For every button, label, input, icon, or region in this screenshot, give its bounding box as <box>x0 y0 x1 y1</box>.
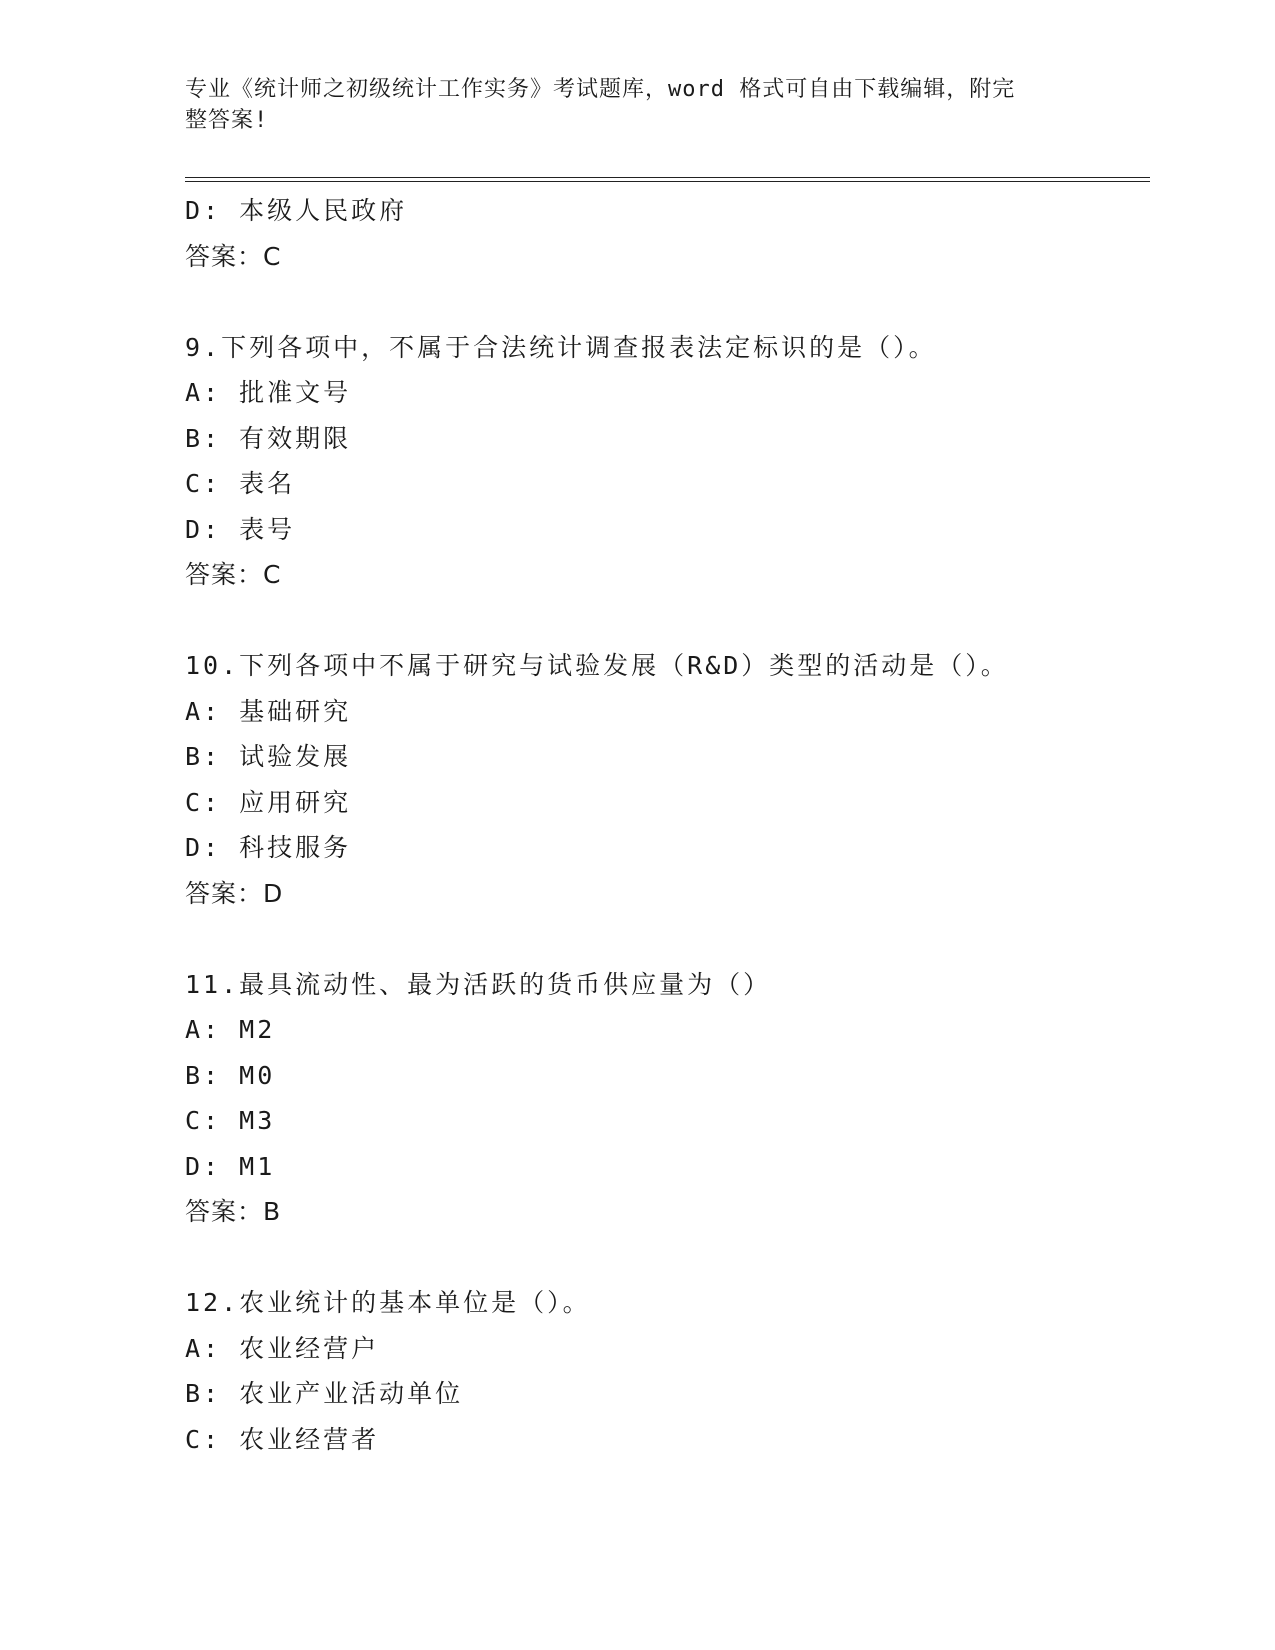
spacer <box>185 916 1145 962</box>
answer-line: 答案：C <box>185 560 282 589</box>
header-line-2: 整答案! <box>185 108 269 133</box>
spacer <box>185 279 1145 325</box>
option-b: B: 农业产业活动单位 <box>185 1379 464 1408</box>
header-line-1: 专业《统计师之初级统计工作实务》考试题库，word 格式可自由下载编辑，附完 <box>185 77 1016 102</box>
question-list <box>185 188 1145 1462</box>
option-b: B: 试验发展 <box>185 742 352 771</box>
document-header <box>185 74 1065 136</box>
question-stem: 12.农业统计的基本单位是（）。 <box>185 1288 591 1317</box>
option-c: C: 应用研究 <box>185 787 352 817</box>
question-block-10 <box>185 643 1145 916</box>
spacer <box>185 1235 1145 1281</box>
question-block-8-tail <box>185 188 1145 279</box>
option-a: A: 批准文号 <box>185 378 352 407</box>
option-d: D: 科技服务 <box>185 833 352 862</box>
answer-line: 答案：D <box>185 878 284 908</box>
answer-line: 答案：C <box>185 241 282 271</box>
option-d: D: 本级人民政府 <box>185 196 408 225</box>
question-stem: 10.下列各项中不属于研究与试验发展（R&D）类型的活动是（）。 <box>185 651 1009 680</box>
question-stem: 9.下列各项中，不属于合法统计调查报表法定标识的是（）。 <box>185 332 937 362</box>
question-stem: 11.最具流动性、最为活跃的货币供应量为（） <box>185 969 772 999</box>
option-c: C: 表名 <box>185 469 296 498</box>
spacer <box>185 598 1145 644</box>
option-a: A: M2 <box>185 1015 276 1044</box>
option-d: D: M1 <box>185 1151 276 1181</box>
option-a: A: 基础研究 <box>185 696 352 726</box>
header-divider-bottom <box>185 181 1150 182</box>
question-block-12 <box>185 1280 1145 1462</box>
question-block-9 <box>185 325 1145 598</box>
header-divider-top <box>185 177 1150 178</box>
option-d: D: 表号 <box>185 514 296 544</box>
option-a: A: 农业经营户 <box>185 1333 380 1363</box>
question-block-11 <box>185 962 1145 1235</box>
option-c: C: 农业经营者 <box>185 1424 380 1454</box>
option-b: B: M0 <box>185 1060 276 1090</box>
option-c: C: M3 <box>185 1106 276 1135</box>
option-b: B: 有效期限 <box>185 423 352 453</box>
answer-line: 答案：B <box>185 1197 282 1226</box>
